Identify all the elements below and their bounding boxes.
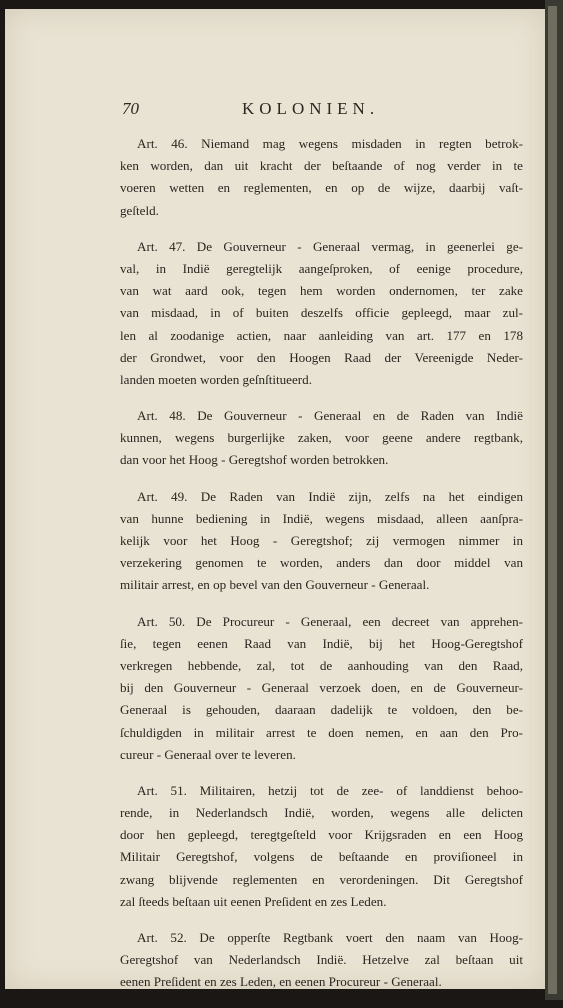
text-line: van misdaad, in of buiten deszelfs officie gepleegd, maar zul-	[120, 305, 523, 321]
article-paragraph	[120, 405, 523, 472]
text-line: bij den Gouverneur - Generaal verzoek doen, en de Gouverneur-	[120, 680, 523, 696]
text-line: verzekering genomen te worden, anders dan door middel van	[120, 555, 523, 571]
text-line: verkregen hebbende, zal, tot de aanhouding van den Raad,	[120, 657, 523, 673]
text-line: dan voor het Hoog - Geregtshof worden betrokken.	[120, 452, 389, 468]
text-line: ken worden, dan uit kracht der beſtaande of nog verder in te	[120, 158, 523, 174]
text-line: geſteld.	[120, 202, 159, 218]
text-line: door hen gepleegd, teregtgeſteld voor Krijgsraden en een Hoog	[120, 827, 523, 843]
text-line: Generaal is gehouden, daaraan dadelijk te voldoen, den be-	[120, 702, 523, 718]
article-paragraph	[120, 611, 523, 766]
text-line: zal ſteeds beſtaan uit eenen Preſident en zes Leden.	[120, 893, 387, 909]
text-line: rende, in Nederlandsch Indië, worden, wegens alle delicten	[120, 805, 523, 821]
text-line: Art. 51. Militairen, hetzij tot de zee- of landdienst behoo-	[137, 782, 523, 798]
text-line: Art. 52. De opperſte Regtbank voert den naam van Hoog-	[137, 930, 523, 945]
text-line: ſchuldigden in militair arrest te doen nemen, en aan den Pro-	[120, 724, 523, 740]
article-paragraph	[120, 486, 523, 597]
text-line: len al zoodanige actien, naar aanleiding van art. 177 en 178	[120, 327, 523, 343]
text-line: kelijk voor het Hoog - Geregtshof; zij vermogen nimmer in	[120, 533, 523, 548]
text-line: Art. 48. De Gouverneur - Generaal en de Raden van Indië	[137, 408, 523, 424]
text-line: val, in Indië geregtelijk aangeſproken, of eenige procedure,	[120, 260, 523, 276]
article-paragraph	[120, 927, 523, 994]
text-line: cureur - Generaal over te leveren.	[120, 746, 296, 762]
text-line: eenen Preſident en zes Leden, en eenen Procureur - Generaal.	[120, 974, 442, 990]
book-spine-inner	[548, 6, 557, 994]
text-line: Geregtshof van Nederlandsch Indië. Hetzelve zal beſtaan uit	[120, 952, 523, 968]
article-paragraph	[120, 236, 523, 391]
page-header	[5, 99, 545, 123]
book-page	[5, 9, 545, 989]
body-text	[120, 133, 523, 1008]
text-line: landen moeten worden geſnſtitueerd.	[120, 371, 312, 387]
text-line: zwang blijvende reglementen en verordeningen. Dit Geregtshof	[120, 871, 523, 887]
text-line: der Grondwet, voor den Hoogen Raad der Vereenigde Neder-	[120, 349, 523, 365]
text-line: ſie, tegen eenen Raad van Indië, bij het Hoog-Geregtshof	[120, 635, 523, 651]
text-line: Art. 49. De Raden van Indië zijn, zelfs na het eindigen	[137, 488, 523, 504]
text-line: van hunne bediening in Indië, wegens misdaad, alleen aanſpra-	[120, 510, 523, 526]
text-line: Art. 50. De Procureur - Generaal, een decreet van apprehen-	[137, 613, 523, 629]
text-line: van wat aard ook, tegen hem worden ondernomen, ter zake	[120, 283, 523, 299]
text-line: Art. 47. De Gouverneur - Generaal vermag, in geenerlei ge-	[137, 238, 523, 254]
running-title: KOLONIEN.	[242, 99, 380, 118]
text-line: militair arrest, en op bevel van den Gouverneur - Generaal.	[120, 577, 430, 593]
text-line: kunnen, wegens burgerlijke zaken, voor geene andere regtbank,	[120, 430, 523, 446]
text-line: Art. 46. Niemand mag wegens misdaden in regten betrok-	[137, 136, 523, 151]
text-line: Militair Geregtshof, volgens de beſtaande en proviſioneel in	[120, 849, 523, 865]
article-paragraph	[120, 133, 523, 222]
page-number: 70	[122, 99, 139, 118]
text-line: voeren wetten en reglementen, en op de wijze, daarbij vaſt-	[120, 180, 523, 196]
article-paragraph	[120, 780, 523, 913]
